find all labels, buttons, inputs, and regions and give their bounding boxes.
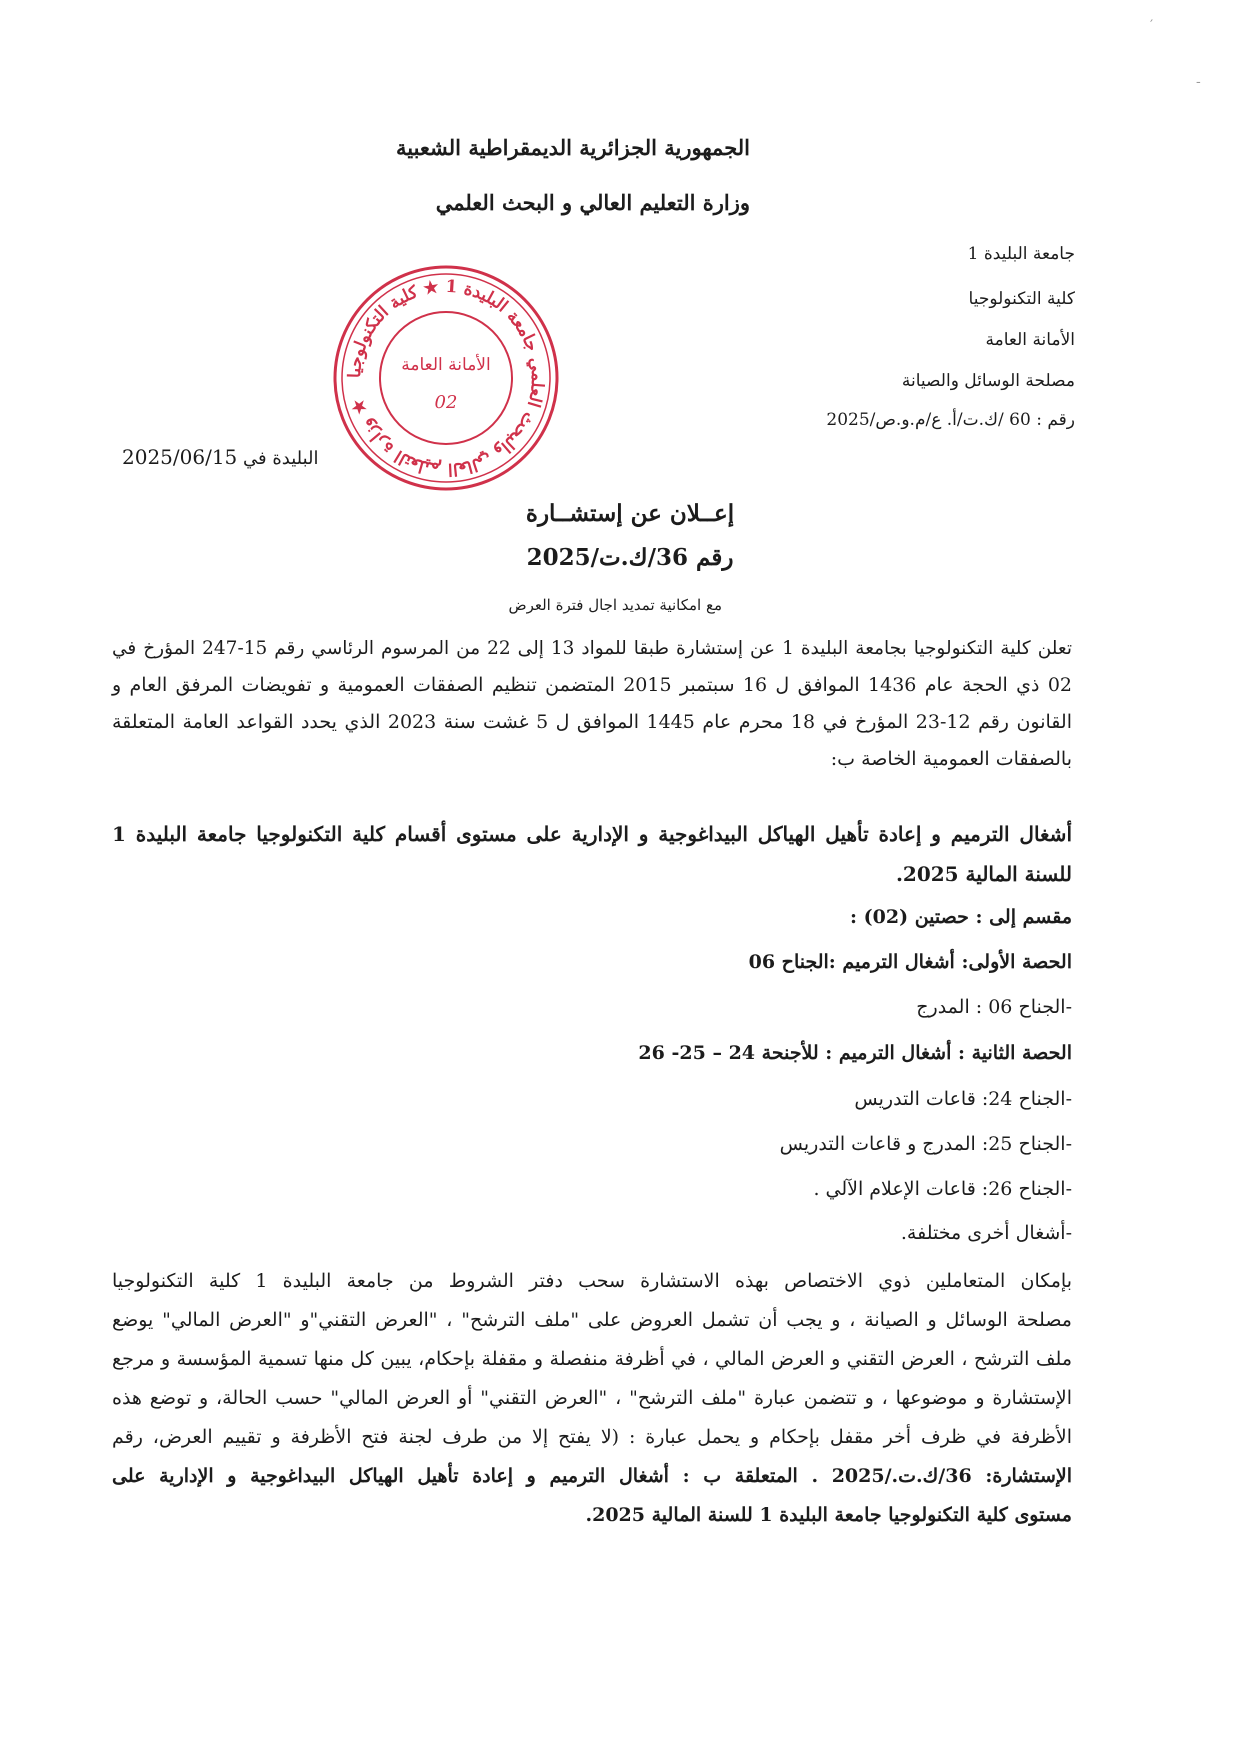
intro-line: بالصفقات العمومية الخاصة ب: (830, 748, 1072, 770)
lot2-item: -الجناح 25: المدرج و قاعات التدريس (779, 1133, 1072, 1155)
subject-line: للسنة المالية 2025. (895, 862, 1072, 886)
announcement-title: إعــلان عن إستشــارة (525, 500, 735, 527)
lot2-item: -الجناح 24: قاعات التدريس (854, 1088, 1072, 1110)
date-line (122, 445, 319, 469)
announcement-subtitle: مع امكانية تمديد اجال فترة العرض (508, 596, 722, 614)
stamp-ring-textpath: وزارة التعليم العالي والبحث العلمي جامعة البليدة 1 ★ كلية التكنولوجيا ★ (344, 276, 548, 480)
date-place: البليدة في (243, 448, 319, 469)
university-name: جامعة البليدة 1 (967, 244, 1075, 264)
secretariat-name: الأمانة العامة (985, 330, 1075, 350)
stamp-number: 02 (434, 392, 458, 413)
lot2-title: الحصة الثانية : أشغال الترميم : للأجنحة 24 – 25- 26 (638, 1042, 1072, 1064)
conditions-line: مصلحة الوسائل و الصيانة ، و يجب أن تشمل العروض على "ملف الترشح" ، "العرض التقني"و "العرض المالي" يوضع (112, 1309, 1072, 1331)
lot2-item: -أشغال أخرى مختلفة. (900, 1222, 1072, 1244)
subject-line: أشغال الترميم و إعادة تأهيل الهياكل البيداغوجية و الإدارية على مستوى أقسام كلية التكنولوجيا جامعة البليدة 1 (112, 822, 1072, 846)
conditions-line: الأظرفة في ظرف أخر مقفل بإحكام و يحمل عبارة : (لا يفتح إلا من طرف لجنة فتح الأظرفة و تقييم العرض، رقم (112, 1426, 1072, 1448)
lots-intro: مقسم إلى : حصتين (02) : (850, 906, 1072, 928)
stamp-inner-ring (380, 312, 512, 444)
scan-mark: - (1196, 74, 1201, 90)
faculty-name: كلية التكنولوجيا (968, 289, 1075, 309)
republic-header: الجمهورية الجزائرية الديمقراطية الشعبية (395, 135, 750, 160)
stamp-middle-ring (342, 274, 550, 482)
service-name: مصلحة الوسائل والصيانة (901, 371, 1075, 391)
lot1-item: -الجناح 06 : المدرج (916, 996, 1072, 1018)
intro-line: تعلن كلية التكنولوجيا بجامعة البليدة 1 عن إستشارة طبقا للمواد 13 إلى 22 من المرسوم الرئاسي رقم 15-247 المؤرخ في (112, 638, 1072, 659)
conditions-line: الإستشارة: 36/ك.ت./2025 . المتعلقة ب : أشغال الترميم و إعادة تأهيل الهياكل البيداغوجية و الإدارية على (112, 1465, 1072, 1487)
conditions-line: مستوى كلية التكنولوجيا جامعة البليدة 1 للسنة المالية 2025. (585, 1504, 1072, 1526)
stamp-center-text: الأمانة العامة (401, 355, 491, 375)
conditions-line: بإمكان المتعاملين ذوي الاختصاص بهذه الاستشارة سحب دفتر الشروط من جامعة البليدة 1 كلية التكنولوجيا (112, 1270, 1072, 1292)
conditions-paragraph (112, 1262, 1072, 1535)
announcement-number: رقم 36/ك.ت/2025 (526, 544, 734, 571)
conditions-line: الإستشارة و موضوعها ، و تتضمن عبارة "ملف الترشح" ، "العرض التقني" أو العرض المالي" حسب الحالة، و توضع هذه (112, 1387, 1072, 1409)
conditions-line: ملف الترشح ، العرض التقني و العرض المالي ، في أظرفة منفصلة و مقفلة بإحكام، يبين كل منها تسمية المؤسسة و مرجع (112, 1348, 1072, 1370)
lot1-title: الحصة الأولى: أشغال الترميم :الجناح 06 (748, 951, 1072, 973)
stamp-outer-ring (335, 267, 557, 489)
subject-paragraph (112, 814, 1072, 894)
date-value: 2025/06/15 (122, 445, 238, 469)
stamp-ring-text (345, 277, 547, 479)
scan-mark: ′ (1150, 18, 1154, 34)
ministry-header: وزارة التعليم العالي و البحث العلمي (435, 190, 750, 215)
intro-paragraph (112, 630, 1072, 778)
official-stamp (330, 262, 562, 494)
reference-number: رقم : 60 /ك.ت/أ. ع/م.و.ص/2025 (826, 410, 1075, 430)
intro-line: القانون رقم 12-23 المؤرخ في 18 محرم عام 1445 الموافق ل 5 غشت سنة 2023 الذي يحدد القواعد العامة المتعلقة (112, 711, 1072, 733)
intro-line: 02 ذي الحجة عام 1436 الموافق ل 16 سبتمبر 2015 المتضمن تنظيم الصفقات العمومية و تفويضات المرفق العام و (112, 674, 1073, 696)
lot2-item: -الجناح 26: قاعات الإعلام الآلي . (813, 1178, 1072, 1200)
